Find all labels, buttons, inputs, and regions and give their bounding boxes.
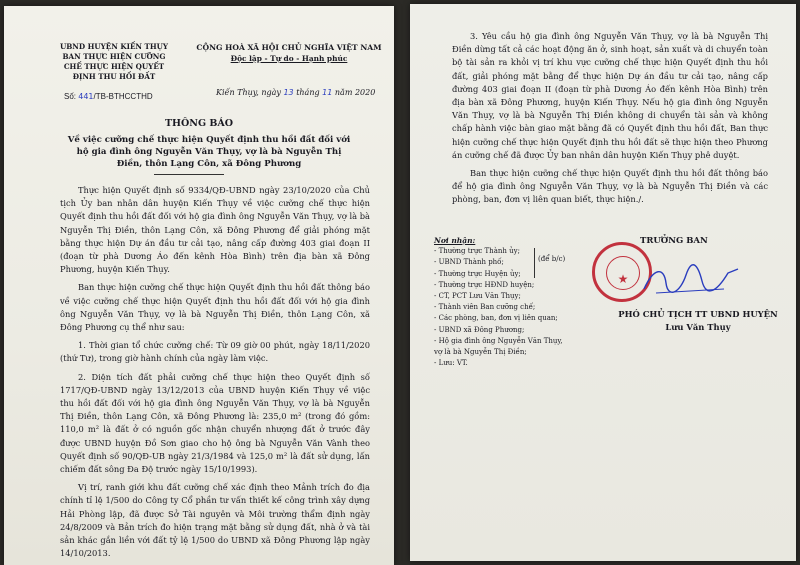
date-place: Kiến Thụy, ngày <box>216 88 281 97</box>
report-note: (để b/c) <box>538 255 566 263</box>
date-year: năm 2020 <box>334 88 376 97</box>
date-day: 13 <box>283 88 294 97</box>
recipient-item: - Lưu: VT. <box>434 359 468 368</box>
seal-star-icon: ★ <box>617 272 629 286</box>
recipient-item: vợ là bà Nguyễn Thị Điền; <box>434 348 527 357</box>
recipient-item: - Các phòng, ban, đơn vị liên quan; <box>434 314 558 323</box>
document-page-1 <box>4 6 394 565</box>
national-motto: Độc lập - Tự do - Hạnh phúc <box>230 54 348 63</box>
recipient-item: - Thường trực Thành ủy; <box>434 247 520 256</box>
document-subject: Về việc cưỡng chế thực hiện Quyết định thu hồi đất đối với hộ gia đình ông Nguyễn Văn Thụy, vợ là bà Nguyễn Thị Điền, thôn Lạng Côn, xã Đông Phương <box>67 135 351 169</box>
agency-line: CHẾ THỰC HIỆN QUYẾT <box>63 62 165 71</box>
seal-inner-ring <box>606 256 640 290</box>
signer-position: PHÓ CHỦ TỊCH TT UBND HUYỆN <box>618 309 778 319</box>
signer-title: TRƯỞNG BAN <box>640 236 708 246</box>
handwritten-signature-icon <box>636 259 746 299</box>
date-month-label: tháng <box>296 88 320 97</box>
recipient-item: - Hộ gia đình ông Nguyễn Văn Thụy, <box>434 336 563 345</box>
paragraph: 2. Diện tích đất phải cưỡng chế thực hiện theo Quyết định số 1717/QĐ-UBND ngày 13/12/2013 của UBND huyện Kiến Thụy về việc thu hồi đất đối với hộ gia đình ông Nguyễn Văn Thụy, vợ là bà Nguyễn Thị Điền, thôn Lạng Côn, xã Đông Phương là: 235,0 m² (trong đó gồm: 110,0 m² là đất ở có nguồn gốc nhận chuyển nhượng đất ở trước đây được UBND huyện Đồ Sơn giao cho hộ ông bà Nguyễn Văn Vành theo Quyết định số 90/QĐ-UB ngày 21/3/1984 và 125,0 m² là đất sử dụng, lấn chiếm đất sông Đa Độ trước ngày 15/10/1993). <box>60 371 370 475</box>
national-header <box>189 42 389 64</box>
agency-line: UBND HUYỆN KIẾN THỤY <box>59 42 169 51</box>
recipient-item: - UBND xã Đông Phương; <box>434 325 525 334</box>
document-page-2 <box>410 4 796 561</box>
doc-no-handwritten: 441 <box>78 92 94 101</box>
agency-line: BAN THỰC HIỆN CƯỠNG <box>62 52 166 61</box>
issue-date <box>216 88 375 97</box>
republic-name: CỘNG HOÀ XÃ HỘI CHỦ NGHĨA VIỆT NAM <box>196 43 382 52</box>
page-1-body <box>60 184 370 565</box>
doc-no-prefix: Số: <box>64 92 77 101</box>
page-2-body <box>452 30 768 212</box>
paragraph: 3. Yêu cầu hộ gia đình ông Nguyễn Văn Thụy, vợ là bà Nguyễn Thị Điền dừng tất cả các hoạt động ăn ở, sinh hoạt, sản xuất và di chuyển toàn bộ tài sản ra khỏi vị trí khu vực cưỡng chế thực hiện Quyết định thu hồi đất, giải phóng mặt bằng để thực hiện Dự án đầu tư cải tạo, nâng cấp đường 403 giai đoạn II (đoạn từ phà Dương Áo đến kênh Hòa Bình) trên địa bàn xã Đông Phương, huyện Kiến Thụy. Nếu hộ gia đình ông Nguyễn Văn Thụy, vợ là bà Nguyễn Thị Điền không di chuyển tài sản và không chấp hành việc bàn giao mặt bằng đã có Quyết định thu hồi đất, Ban thực hiện cưỡng chế thực hiện Quyết định thu hồi đất sẽ thực hiện theo Phương án cưỡng chế đã được Ủy ban nhân dân huyện Kiến Thụy phê duyệt. <box>452 31 768 160</box>
recipient-item: - Thường trực Huyện ủy; <box>434 269 521 278</box>
recipients-list <box>434 235 599 369</box>
paragraph: Thực hiện Quyết định số 9334/QĐ-UBND ngày 23/10/2020 của Chủ tịch Ủy ban nhân dân huyện Kiến Thụy về việc cưỡng chế thực hiện Quyết định thu hồi đất đối với hộ gia đình ông Nguyễn Văn Thụy, vợ là bà Nguyễn Thị Điền, thôn Lạng Côn, xã Đông Phương để giải phóng mặt bằng thực hiện Dự án đầu tư cải tạo, nâng cấp đường 403 giai đoạn II (đoạn từ phà Dương Áo đến kênh Hòa Bình) trên địa bàn xã Đông Phương, huyện Kiến Thụy. <box>60 185 370 275</box>
report-bracket <box>528 248 535 278</box>
recipient-item: - Thường trực HĐND huyện; <box>434 280 535 289</box>
recipients-label: Nơi nhận: <box>434 236 476 245</box>
issuing-agency <box>44 42 184 82</box>
subject-divider <box>154 174 224 175</box>
recipient-item: - UBND Thành phố; <box>434 258 504 267</box>
doc-no-suffix: /TB-BTHCCTHD <box>93 92 153 101</box>
signer-name: Lưu Văn Thụy <box>665 322 731 332</box>
paragraph: Ban thực hiện cưỡng chế thực hiện Quyết định thu hồi đất thông báo để hộ gia đình ông Nguyễn Văn Thụy, vợ là bà Nguyễn Thị Điền và các phòng, ban, đơn vị liên quan biết, thực hiện./. <box>452 168 768 205</box>
paragraph: 1. Thời gian tổ chức cưỡng chế: Từ 09 giờ 00 phút, ngày 18/11/2020 (thứ Tư), trong giờ hành chính của ngày làm việc. <box>60 340 370 364</box>
document-number <box>64 92 153 101</box>
agency-line: ĐỊNH THU HỒI ĐẤT <box>72 72 156 81</box>
paragraph: Ban thực hiện cưỡng chế thực hiện Quyết định thu hồi đất thông báo về việc cưỡng chế thực hiện Quyết định thu hồi đất đối với hộ gia đình ông Nguyễn Văn Thụy, vợ là bà Nguyễn Thị Điền, thôn Lạng Côn, xã Đông Phương cụ thể như sau: <box>60 282 370 333</box>
date-month: 11 <box>322 88 333 97</box>
recipient-item: - CT, PCT Lưu Văn Thụy; <box>434 292 521 301</box>
paragraph: Vị trí, ranh giới khu đất cưỡng chế xác định theo Mảnh trích đo địa chính tỉ lệ 1/500 do Công ty Cổ phần tư vấn thiết kế công trình xây dựng Hải Phòng lập, đã được Sở Tài nguyên và Môi trường thẩm định ngày 24/8/2009 và Bản trích đo hiện trạng mặt bằng sử dụng đất, nhà ở và tài sản khác gắn liền với đất tỷ lệ 1/500 do UBND xã Đông Phương lập ngày 14/10/2013. <box>60 482 370 559</box>
recipient-item: - Thành viên Ban cưỡng chế; <box>434 303 536 312</box>
document-title: THÔNG BÁO <box>164 118 234 129</box>
